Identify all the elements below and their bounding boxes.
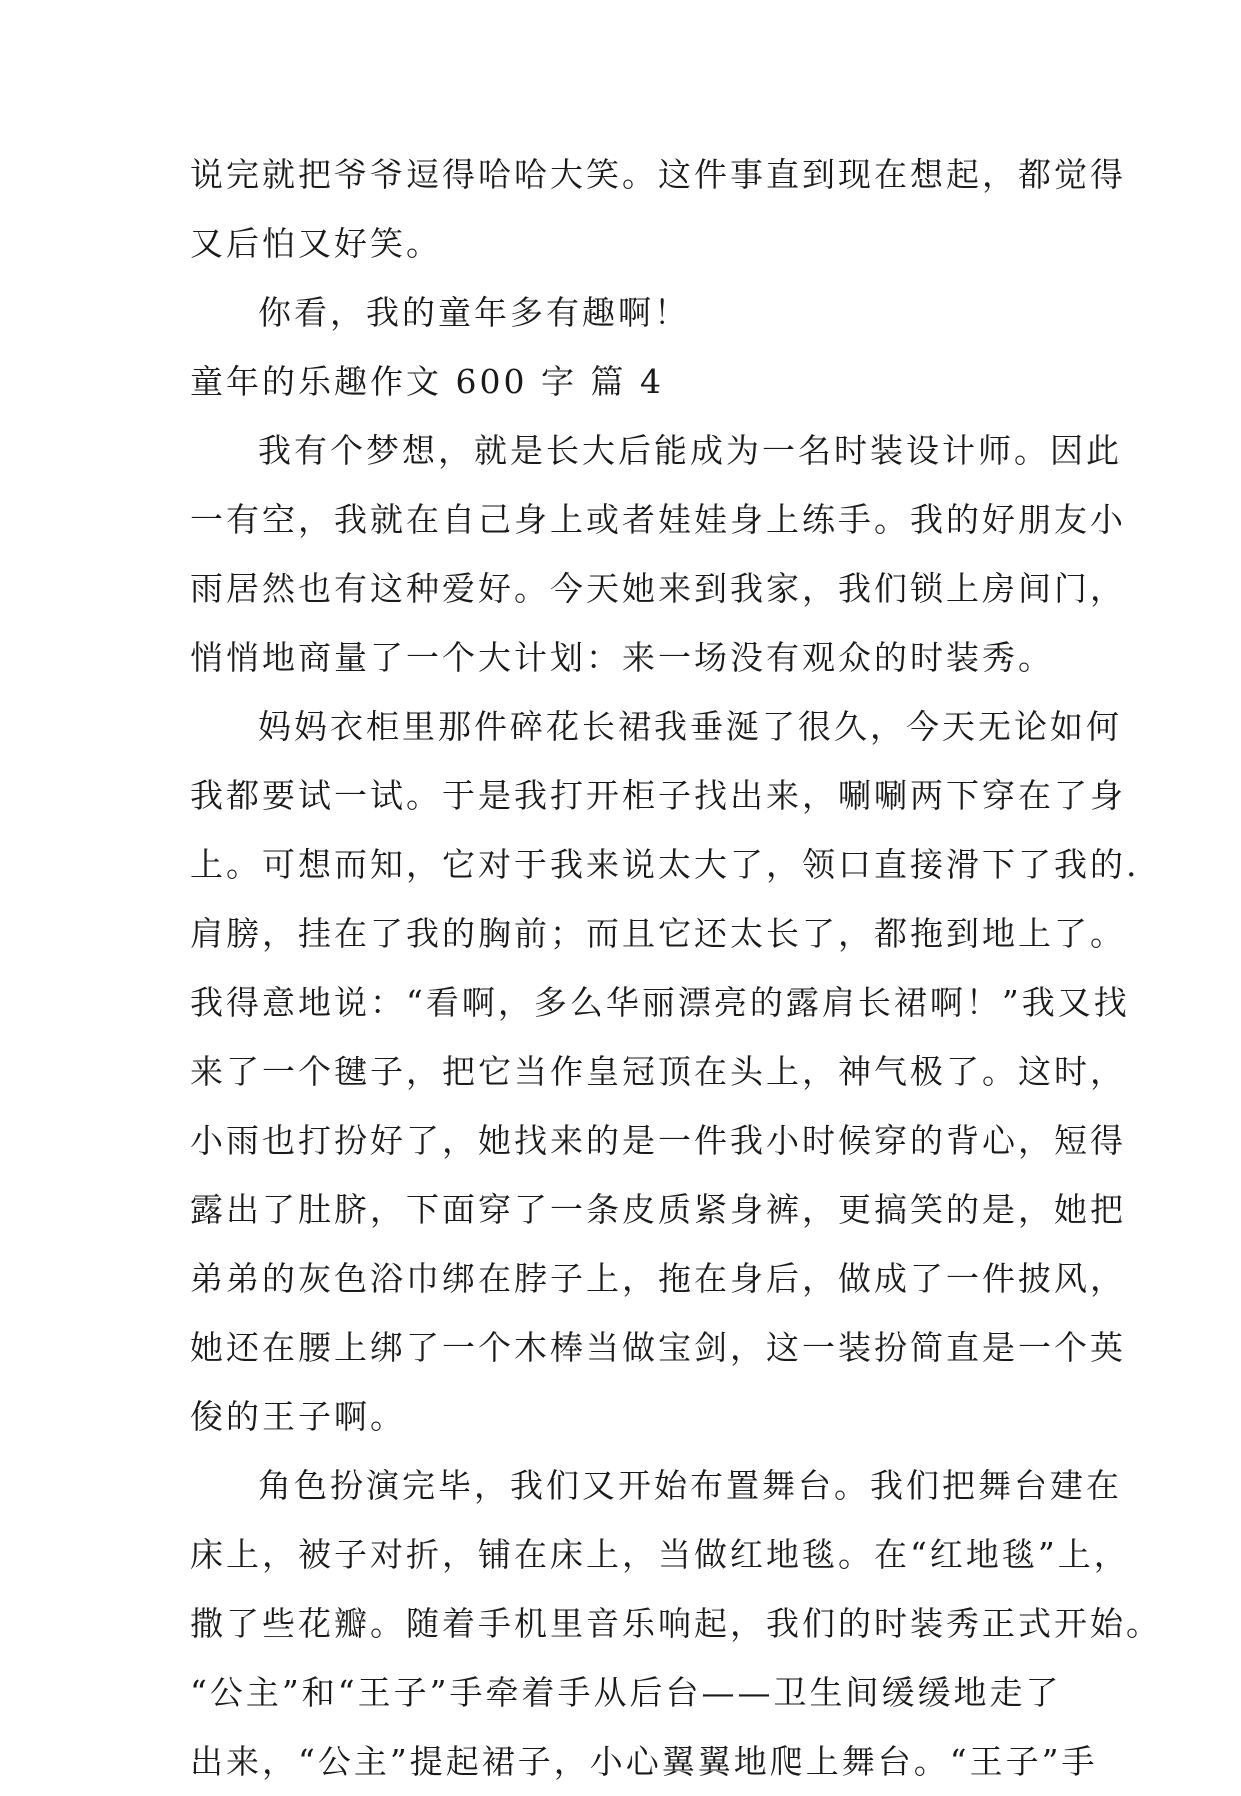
text-line: 雨居然也有这种爱好。今天她来到我家，我们锁上房间门， bbox=[190, 569, 1126, 608]
text-line: 来了一个毽子，把它当作皇冠顶在头上，神气极了。这时， bbox=[190, 1052, 1126, 1091]
text-line: 出来，“公主”提起裙子，小心翼翼地爬上舞台。“王子”手 bbox=[190, 1742, 1098, 1781]
section-heading: 童年的乐趣作文 600 字 篇 4 bbox=[190, 362, 664, 401]
text-line: 她还在腰上绑了一个木棒当做宝剑，这一装扮简直是一个英 bbox=[190, 1328, 1126, 1367]
paragraph-line: 妈妈衣柜里那件碎花长裙我垂涎了很久，今天无论如何 bbox=[258, 707, 1122, 746]
text-line: 肩膀，挂在了我的胸前；而且它还太长了，都拖到地上了。 bbox=[190, 914, 1126, 953]
text-line: 我都要试一试。于是我打开柜子找出来，唰唰两下穿在了身 bbox=[190, 776, 1126, 815]
text-line: 一有空，我就在自己身上或者娃娃身上练手。我的好朋友小 bbox=[190, 500, 1126, 539]
text-line: 我得意地说：“看啊，多么华丽漂亮的露肩长裙啊！”我又找 bbox=[190, 983, 1130, 1022]
text-line: 小雨也打扮好了，她找来的是一件我小时候穿的背心，短得 bbox=[190, 1121, 1126, 1160]
paragraph-line: 我有个梦想，就是长大后能成为一名时装设计师。因此 bbox=[258, 431, 1122, 470]
text-line: 撒了些花瓣。随着手机里音乐响起，我们的时装秀正式开始。 bbox=[190, 1604, 1162, 1643]
text-line: 俊的王子啊。 bbox=[190, 1397, 406, 1436]
text-line: 又后怕又好笑。 bbox=[190, 224, 442, 263]
text-line: 露出了肚脐，下面穿了一条皮质紧身裤，更搞笑的是，她把 bbox=[190, 1190, 1126, 1229]
text-line: 弟弟的灰色浴巾绑在脖子上，拖在身后，做成了一件披风， bbox=[190, 1259, 1126, 1298]
text-line: 说完就把爷爷逗得哈哈大笑。这件事直到现在想起，都觉得 bbox=[190, 155, 1126, 194]
paragraph-line: 你看，我的童年多有趣啊！ bbox=[258, 293, 690, 332]
paragraph-line: 角色扮演完毕，我们又开始布置舞台。我们把舞台建在 bbox=[258, 1466, 1122, 1505]
text-line: “公主”和“王子”手牵着手从后台——卫生间缓缓地走了 bbox=[190, 1673, 1062, 1712]
text-line: 床上，被子对折，铺在床上，当做红地毯。在“红地毯”上， bbox=[190, 1535, 1130, 1574]
text-line: 悄悄地商量了一个大计划：来一场没有观众的时装秀。 bbox=[190, 638, 1054, 677]
document-body bbox=[190, 140, 1162, 1796]
text-line: 上。可想而知，它对于我来说太大了，领口直接滑下了我的. bbox=[190, 845, 1140, 884]
